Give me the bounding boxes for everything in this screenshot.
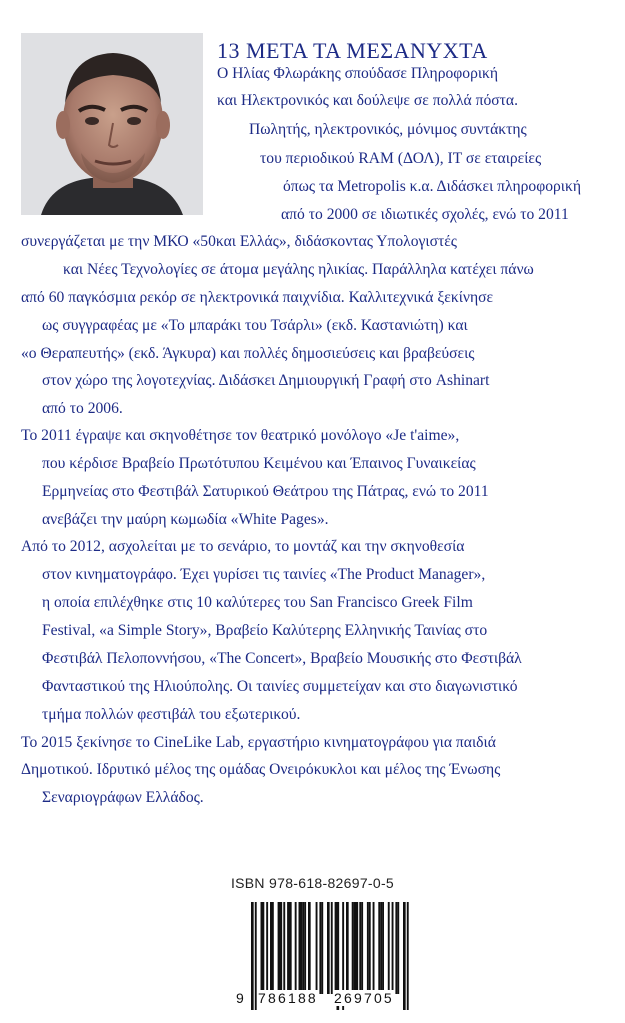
barcode-bar: [327, 902, 330, 994]
barcode-bar: [319, 902, 321, 994]
barcode-bar: [361, 902, 363, 994]
barcode-bar: [266, 902, 268, 994]
bio-line: Από το 2012, ασχολείται με το σενάριο, το μοντάζ και την σκηνοθεσία: [21, 538, 465, 555]
barcode-bar: [321, 902, 323, 994]
bio-line: Το 2015 ξεκίνησε το CineLike Lab, εργαστήριο κινηματογράφου για παιδιά: [21, 734, 496, 751]
bio-line: από το 2000 σε ιδιωτικές σχολές, ενώ το 2011: [281, 206, 569, 223]
bio-line: από το 2006.: [42, 400, 123, 417]
barcode-bar: [308, 902, 311, 994]
barcode-bar: [382, 902, 384, 994]
bio-line: ως συγγραφέας με «Το μπαράκι του Τσάρλι» (εκδ. Καστανιώτη) και: [42, 317, 468, 334]
bio-line: Το 2011 έγραψε και σκηνοθέτησε τον θεατρικό μονόλογο «Je t'aime»,: [21, 427, 460, 444]
bio-line: Σεναριογράφων Ελλάδος.: [42, 789, 204, 806]
barcode-bar: [272, 902, 274, 994]
bio-line: Ερμηνείας στο Φεστιβάλ Σατυρικού Θεάτρου της Πάτρας, ενώ το 2011: [42, 483, 489, 500]
barcode-right-group: 269705: [334, 990, 394, 1006]
barcode-bar: [395, 902, 397, 994]
barcode-bar: [367, 902, 369, 994]
barcode-bar: [316, 902, 318, 994]
barcode-bar: [354, 902, 356, 994]
barcode-bar: [287, 902, 289, 994]
barcode-bar: [356, 902, 359, 994]
barcode-bar: [346, 902, 349, 994]
barcode-bar: [302, 902, 304, 994]
bio-line: τμήμα πολλών φεστιβάλ του εξωτερικού.: [42, 706, 301, 723]
bio-line: Δημοτικού. Ιδρυτικό μέλος της ομάδας Ονειρόκυκλοι και μέλος της Ένωσης: [21, 761, 501, 778]
barcode-bar: [278, 902, 280, 994]
bio-line: και Νέες Τεχνολογίες σε άτομα μεγάλης ηλικίας. Παράλληλα κατέχει πάνω: [63, 261, 534, 278]
barcode-bar: [369, 902, 371, 994]
barcode-bar: [289, 902, 292, 994]
bio-line: η οποία επιλέχθηκε στις 10 καλύτερες του San Francisco Greek Film: [42, 594, 473, 611]
barcode-bar: [300, 902, 302, 994]
barcode-left-group: 786188: [258, 990, 318, 1006]
isbn-label: ISBN 978-618-82697-0-5: [230, 875, 395, 891]
barcode-bar: [304, 902, 306, 994]
barcode-bar: [388, 902, 390, 994]
barcode-bar: [373, 902, 375, 994]
barcode-bar: [403, 902, 406, 1010]
barcode-bar: [407, 902, 409, 1010]
barcode-bar: [251, 902, 254, 1010]
bio-line: «ο Θεραπευτής» (εκδ. Άγκυρα) και πολλές δημοσιεύσεις και βραβεύσεις: [21, 345, 475, 362]
barcode-bar: [331, 902, 333, 994]
barcode-bar: [295, 902, 297, 994]
barcode-bar: [359, 902, 361, 994]
bio-line: στον χώρο της λογοτεχνίας. Διδάσκει Δημιουργική Γραφή στο Ashinart: [42, 372, 490, 389]
bio-line: Φεστιβάλ Πελοποννήσου, «The Concert», Βραβείο Μουσικής στο Φεστιβάλ: [42, 650, 522, 667]
author-photo: [21, 33, 203, 215]
bio-line: Ο Ηλίας Φλωράκης σπούδασε Πληροφορική: [217, 65, 499, 82]
bio-line: που κέρδισε Βραβείο Πρωτότυπου Κειμένου και Έπαινος Γυναικείας: [42, 455, 476, 472]
bio-line: ανεβάζει την μαύρη κωμωδία «White Pages».: [42, 511, 329, 528]
barcode-bar: [262, 902, 264, 994]
barcode-bar: [352, 902, 354, 994]
bio-line: όπως τα Metropolis κ.α. Διδάσκει πληροφορική: [283, 178, 582, 195]
barcode-bar: [283, 902, 285, 994]
barcode-bar: [378, 902, 380, 994]
bio-line: και Ηλεκτρονικός και δούλεψε σε πολλά πόστα.: [217, 92, 518, 109]
barcode-bar: [397, 902, 399, 994]
barcode-bar: [380, 902, 382, 994]
bio-line: από 60 παγκόσμια ρεκόρ σε ηλεκτρονικά παιχνίδια. Καλλιτεχνικά ξεκίνησε: [21, 289, 494, 306]
bio-line: Festival, «a Simple Story», Βραβείο Καλύτερης Ελληνικής Ταινίας στο: [42, 622, 488, 639]
bio-line: στον κινηματογράφο. Έχει γυρίσει τις ταινίες «The Product Manager»,: [42, 566, 486, 583]
bio-line: Φανταστικού της Ηλιούπολης. Οι ταινίες συμμετείχαν και στο διαγωνιστικό: [42, 678, 518, 695]
book-title: 13 ΜΕΤΑ ΤΑ ΜΕΣΑΝΥΧΤΑ: [217, 38, 488, 63]
author-portrait-illustration: [21, 33, 203, 215]
barcode-bar: [335, 902, 337, 994]
bio-line: του περιοδικού RAM (ΔΟΛ), IT σε εταιρείες: [260, 150, 542, 167]
barcode-bar: [280, 902, 283, 994]
bio-line: συνεργάζεται με την ΜΚΟ «50και Ελλάς», διδάσκοντας Υπολογιστές: [21, 233, 457, 250]
barcode-lead-digit: 9: [236, 990, 244, 1006]
barcode-bar: [392, 902, 394, 994]
bio-line: Πωλητής, ηλεκτρονικός, μόνιμος συντάκτης: [249, 121, 527, 138]
